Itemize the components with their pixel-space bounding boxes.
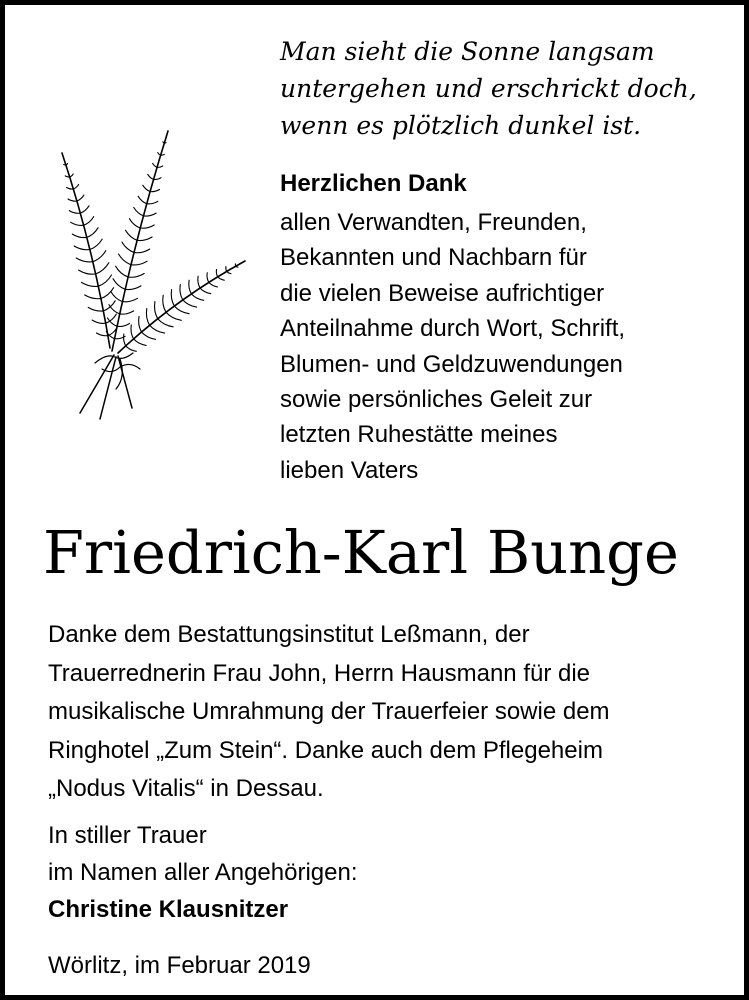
thanks-line: allen Verwandten, Freunden, bbox=[280, 209, 587, 236]
acknowledgement-line: Ringhotel „Zum Stein“. Danke auch dem Pflegeheim bbox=[48, 736, 603, 764]
thanks-line: die vielen Beweise aufrichtiger bbox=[280, 279, 605, 307]
signer-name: Christine Klausnitzer bbox=[48, 896, 289, 923]
thanks-line: lieben Vaters bbox=[280, 456, 419, 484]
thanks-line: letzten Ruhestätte meines bbox=[280, 421, 558, 449]
quote-block bbox=[280, 33, 740, 144]
deceased-name: Friedrich-Karl Bunge bbox=[43, 518, 679, 587]
thanks-line: Bekannten und Nachbarn für bbox=[280, 244, 587, 272]
relatives-line: im Namen aller Angehörigen: bbox=[48, 859, 358, 886]
signature-block bbox=[48, 817, 358, 928]
acknowledgement-line: „Nodus Vitalis“ in Dessau. bbox=[48, 775, 324, 802]
thanks-text bbox=[280, 205, 625, 488]
acknowledgement-text bbox=[48, 616, 610, 809]
place-date: Wörlitz, im Februar 2019 bbox=[48, 952, 311, 979]
thanks-heading: Herzlichen Dank bbox=[280, 170, 467, 197]
thanks-line: Blumen- und Geldzuwendungen bbox=[280, 350, 623, 378]
thanks-line: Anteilnahme durch Wort, Schrift, bbox=[280, 315, 626, 343]
acknowledgement-line: musikalische Umrahmung der Trauerfeier sowie dem bbox=[48, 698, 610, 725]
quote-line: untergehen und erschrickt doch, bbox=[280, 74, 697, 103]
thanks-line: sowie persönliches Geleit zur bbox=[280, 386, 593, 414]
quote-line: Man sieht die Sonne langsam bbox=[280, 37, 655, 66]
quote-line: wenn es plötzlich dunkel ist. bbox=[280, 111, 642, 140]
acknowledgement-line: Trauerrednerin Frau John, Herrn Hausmann für die bbox=[48, 659, 591, 687]
acknowledgement-line: Danke dem Bestattungsinstitut Leßmann, der bbox=[48, 621, 530, 648]
fern-bouquet-icon bbox=[40, 123, 255, 423]
mourning-line: In stiller Trauer bbox=[48, 822, 207, 849]
